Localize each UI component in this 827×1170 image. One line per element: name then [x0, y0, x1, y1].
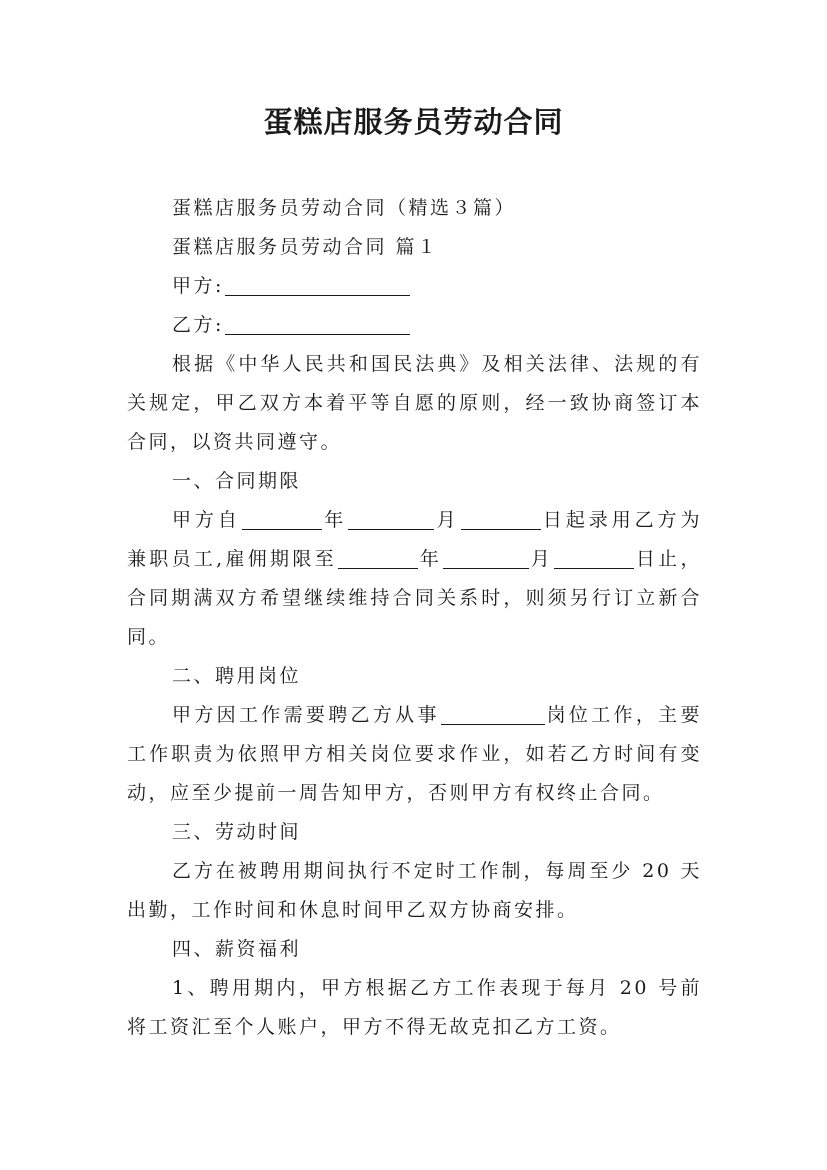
party-b-line — [127, 306, 702, 345]
party-b-label: 乙方: — [172, 314, 224, 336]
section1-day1-suffix: 日起录用乙方为兼职员工,雇佣期限至 — [127, 509, 702, 570]
section4-item1: 1、聘用期内，甲方根据乙方工作表现于每月 20 号前将工资汇至个人账户，甲方不得无故克扣乙方工资。 — [127, 977, 702, 1038]
section1-year2: 年 — [418, 548, 443, 570]
section1-month1: 月 — [435, 509, 460, 531]
section2-heading: 二、聘用岗位 — [172, 665, 302, 687]
party-a-line — [127, 267, 702, 306]
section2-paragraph — [127, 696, 702, 813]
section1-month2: 月 — [530, 548, 554, 570]
start-month-blank — [348, 509, 434, 530]
section2-suffix: 岗位工作，主要工作职责为依照甲方相关岗位要求作业，如若乙方时间有变动，应至少提前一周告知甲方，否则甲方有权终止合同。 — [127, 704, 702, 804]
section1-paragraph — [127, 501, 702, 657]
start-day-blank — [461, 509, 541, 530]
end-day-blank — [554, 548, 634, 569]
position-blank — [441, 704, 545, 725]
section1-year1: 年 — [322, 509, 348, 531]
subtitle: 蛋糕店服务员劳动合同（精选３篇） — [172, 197, 517, 219]
party-a-blank — [225, 275, 410, 296]
section3-heading: 三、劳动时间 — [172, 821, 302, 843]
party-a-label: 甲方: — [172, 275, 224, 297]
section3-paragraph: 乙方在被聘用期间执行不定时工作制，每周至少 20 天出勤，工作时间和休息时间甲乙双方协商安排。 — [127, 860, 702, 921]
document-body — [127, 189, 702, 1047]
end-year-blank — [338, 548, 418, 569]
section1-day2-suffix: 日止，合同期满双方希望继续维持合同关系时，则须另行订立新合同。 — [127, 548, 702, 648]
section1-heading: 一、合同期限 — [172, 470, 302, 492]
start-year-blank — [242, 509, 322, 530]
preamble-paragraph: 根据《中华人民共和国民法典》及相关法律、法规的有关规定，甲乙双方本着平等自愿的原则，经一致协商签订本合同，以资共同遵守。 — [127, 353, 702, 453]
section4-heading: 四、薪资福利 — [172, 938, 302, 960]
chapter-heading: 蛋糕店服务员劳动合同 篇１ — [172, 236, 439, 258]
end-month-blank — [443, 548, 529, 569]
section2-prefix: 甲方因工作需要聘乙方从事 — [172, 704, 440, 726]
document-title: 蛋糕店服务员劳动合同 — [263, 105, 564, 139]
party-b-blank — [225, 314, 410, 335]
section1-prefix: 甲方自 — [172, 509, 241, 531]
